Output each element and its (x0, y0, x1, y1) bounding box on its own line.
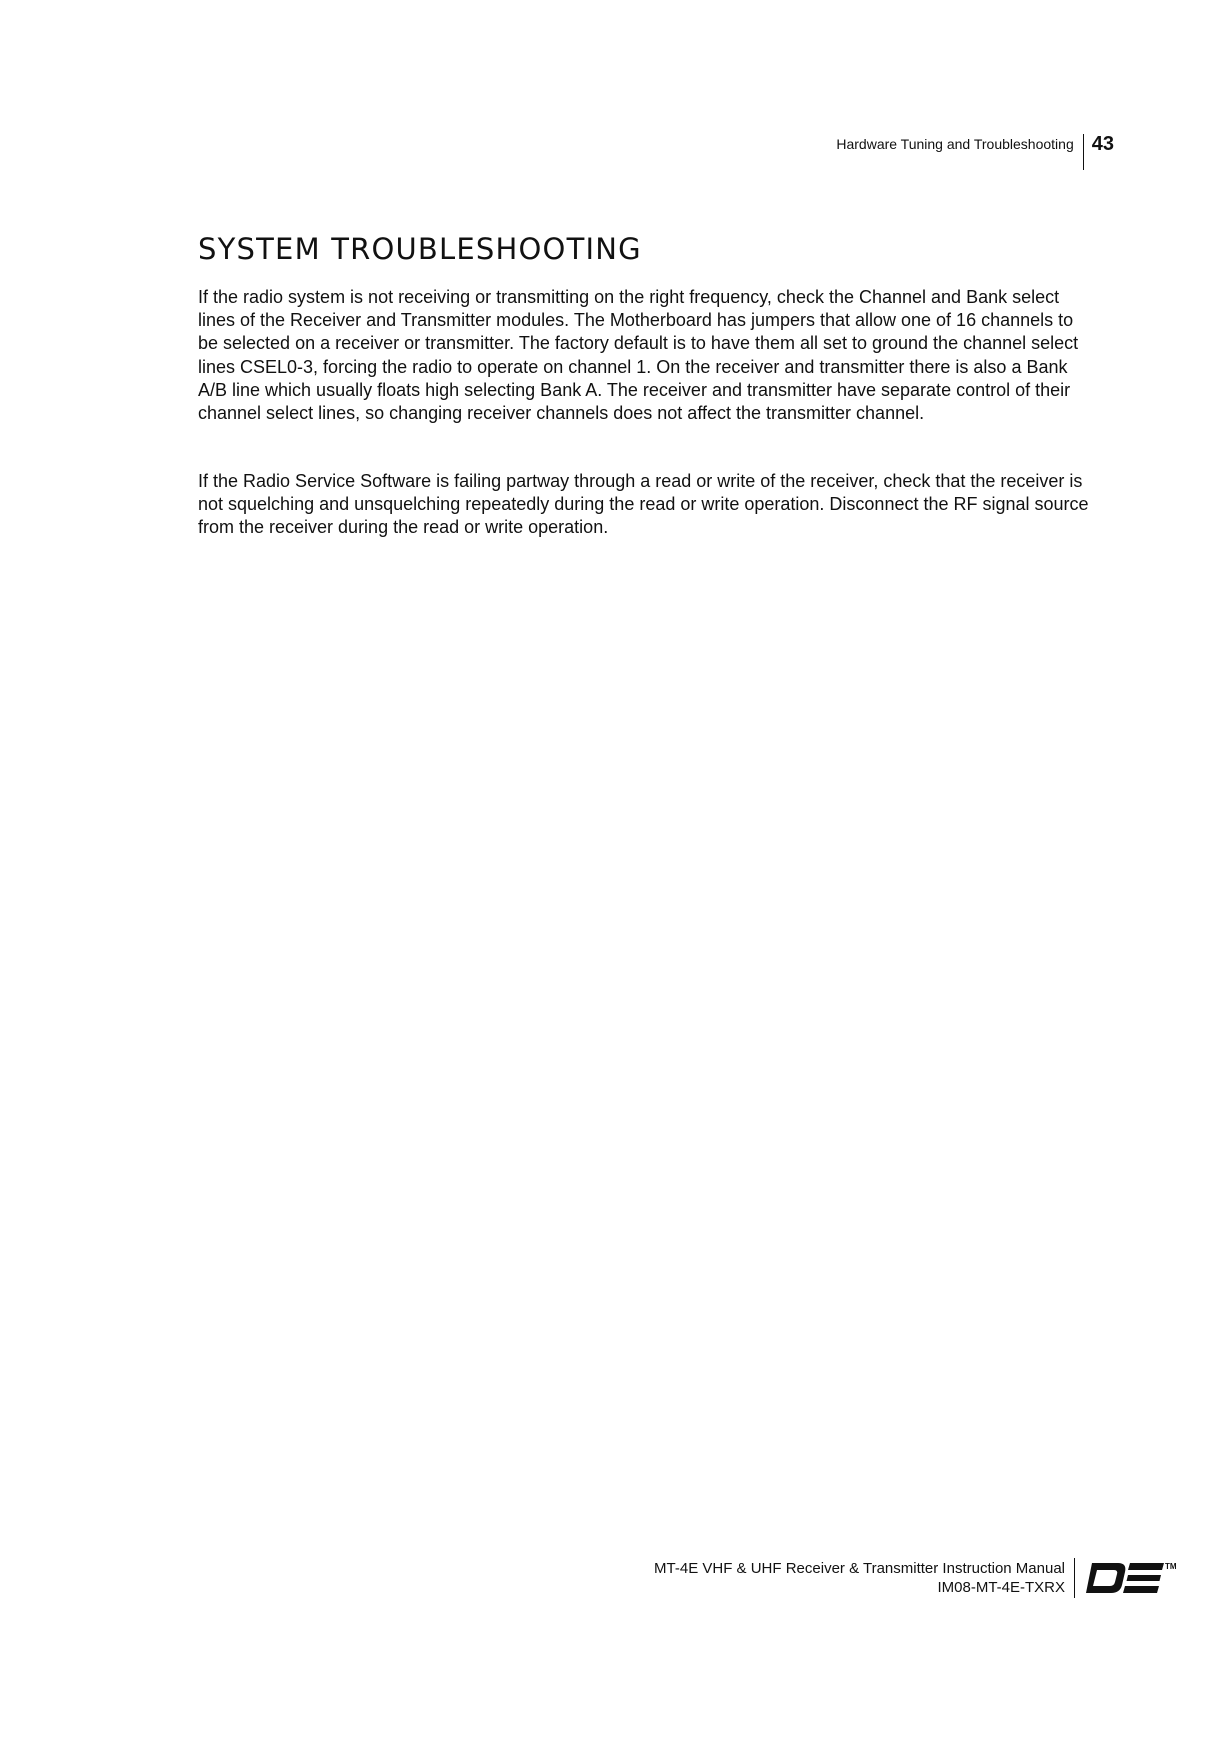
trademark-mark: TM (1165, 1562, 1177, 1571)
page-header (836, 134, 1114, 170)
footer-divider (1074, 1558, 1075, 1598)
paragraph-channel-select: If the radio system is not receiving or transmitting on the right frequency, check the Channel and Bank select lines of the Receiver and Transmitter modules. The Motherboard has jumpers that allow one of 16 channels to be selected on a receiver or transmitter. The factory default is to have them all set to ground the channel select lines CSEL0-3, forcing the radio to operate on channel 1. On the receiver and transmitter there is also a Bank A/B line which usually floats high selecting Bank A. The receiver and transmitter have separate control of their channel select lines, so changing receiver channels does not affect the transmitter channel. (198, 287, 1079, 424)
section-title: SYSTEM TROUBLESHOOTING (198, 232, 642, 266)
footer-document-code: IM08-MT-4E-TXRX (937, 1579, 1065, 1596)
footer-manual-title: MT-4E VHF & UHF Receiver & Transmitter Instruction Manual (654, 1560, 1065, 1577)
header-section-title: Hardware Tuning and Troubleshooting (836, 136, 1074, 152)
page-number: 43 (1091, 133, 1114, 155)
page-footer (654, 1558, 1180, 1598)
footer-text (654, 1559, 1074, 1597)
paragraph-service-software: If the Radio Service Software is failing partway through a read or write of the receiver, check that the receiver is not squelching and unsquelching repeatedly during the read or write operation. Disconnect the RF signal source from the receiver during the read or write operation. (198, 471, 1089, 538)
de-logo-icon (1084, 1560, 1180, 1596)
